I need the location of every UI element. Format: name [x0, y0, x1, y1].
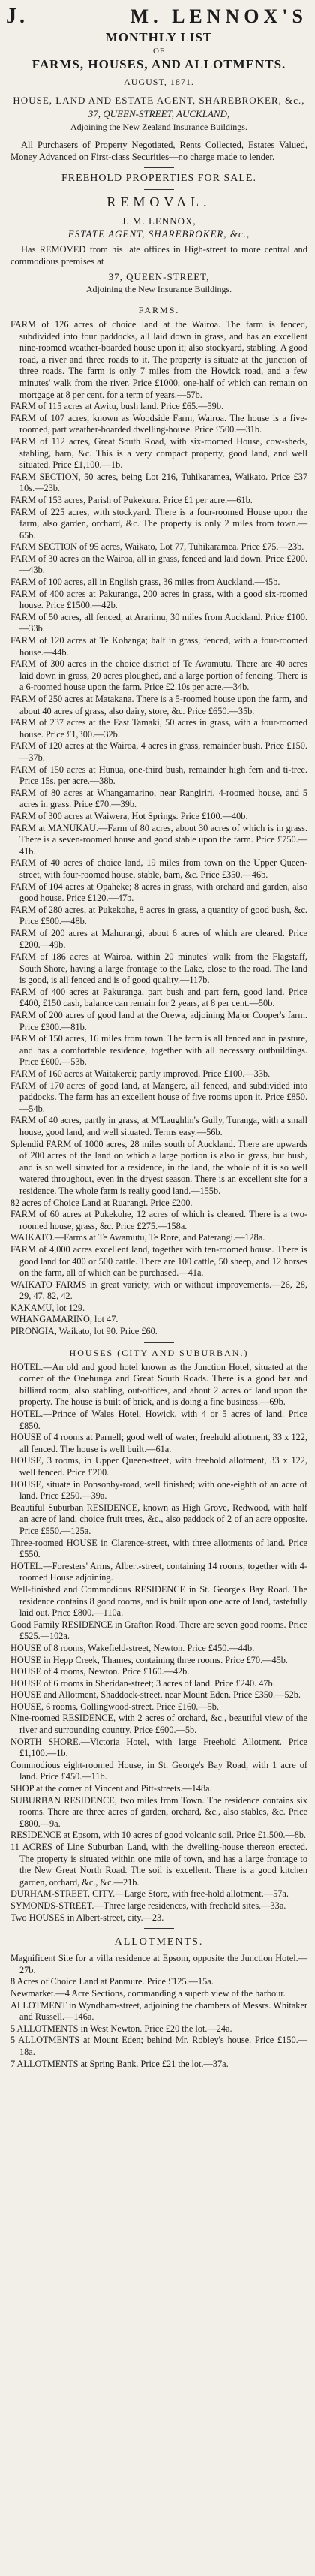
removal-role: ESTATE AGENT, SHAREBROKER, &c.,	[68, 228, 250, 240]
house-listing: SUBURBAN RESIDENCE, two miles from Town. The residence contains six rooms. There are three acres of garden, orchard, &c., also stables, &c. Price £800.—9a.	[10, 1794, 308, 1829]
house-listing: HOTEL.—Foresters' Arms, Albert-street, containing 14 rooms, together with 4-roomed House adjoining.	[10, 1560, 308, 1583]
farm-listing: FARM of 4,000 acres excellent land, together with ten-roomed house. There is good land for 400 or 500 cattle. There are 100 cattle, 50 sheep, and 12 horses on the farm, all of which can be purchased.—41a.	[10, 1243, 308, 1279]
allotments-list	[10, 1953, 308, 2070]
house-listing: Well-finished and Commodious RESIDENCE in St. George's Bay Road. The residence contains 8 good rooms, and is built upon one acre of land, tastefully laid out. Price £800.—110a.	[10, 1583, 308, 1619]
allotment-listing: 8 Acres of Choice Land at Panmure. Price £125.—15a.	[10, 1976, 214, 1987]
house-listing: Good Family RESIDENCE in Grafton Road. There are seven good rooms. Price £525.—102a.	[10, 1619, 308, 1642]
house-listing: HOTEL.—Prince of Wales Hotel, Howick, with 4 or 5 acres of land. Price £850.	[10, 1409, 308, 1431]
farm-listing: FARM of 120 acres at Te Kohanga; half in grass, fenced, with a four-roomed house.—44b.	[10, 635, 308, 658]
allotment-listing: 5 ALLOTMENTS in West Newton. Price £20 the lot.—24a.	[10, 2023, 232, 2034]
house-listing: HOUSE of 4 rooms, Newton. Price £160.—42b.	[10, 1666, 190, 1677]
house-listing: NORTH SHORE.—Victoria Hotel, with large Freehold Allotment. Price £1,100.—1b.	[10, 1736, 308, 1759]
list-of: OF	[152, 47, 166, 56]
removal-name: J. M. LENNOX,	[122, 215, 196, 227]
house-listing: HOUSE of 4 rooms at Parnell; good well of water, freehold allotment, 33 x 122, all fenced. The house is well built.—61a.	[10, 1432, 308, 1454]
farm-listing: FARM of 30 acres on the Wairoa, all in grass, fenced and laid down. Price £200.—43b.	[10, 553, 308, 576]
farm-listing: KAKAMU, lot 129.	[10, 1302, 86, 1313]
list-subtitle: MONTHLY LIST	[105, 30, 213, 44]
house-listing: HOUSE in Hepp Creek, Thames, containing three rooms. Price £70.—45b.	[10, 1654, 288, 1665]
houses-list	[10, 1362, 308, 1924]
allotments-title: ALLOTMENTS.	[114, 1936, 204, 1948]
farm-listing: WAIKATO.—Farms at Te Awamutu, Te Rore, and Paterangi.—128a.	[10, 1232, 266, 1243]
agency-line: HOUSE, LAND AND ESTATE AGENT, SHAREBROKER, &c.,	[13, 95, 305, 106]
farm-listing: FARM of 80 acres at Whangamarino, near Rangiriri, 4-roomed house, and 5 acres in grass. Price £70.—39b.	[10, 787, 308, 810]
list-title: FARMS, HOUSES, AND ALLOTMENTS.	[32, 57, 286, 71]
farm-listing: FARM of 237 acres at the East Tamaki, 50 acres in grass, with a four-roomed house. Price £1,300.—32b.	[10, 717, 308, 740]
house-listing: RESIDENCE at Epsom, with 10 acres of good volcanic soil. Price £1,500.—8b.	[10, 1830, 307, 1841]
house-listing: HOUSE of 6 rooms in Sheridan-street; 3 acres of land. Price £240. 47b.	[10, 1677, 275, 1689]
farms-title: FARMS.	[138, 305, 180, 315]
house-listing: HOUSE and Allotment, Shaddock-street, near Mount Eden. Price £350.—52b.	[10, 1689, 301, 1701]
removal-title: REMOVAL.	[106, 194, 212, 209]
farm-listing: FARM of 200 acres of good land at the Orewa, adjoining Major Cooper's farm. Price £300.—81b.	[10, 1010, 308, 1032]
house-listing: 11 ACRES of Line Suburban Land, with the dwelling-house thereon erected. The property is situated within one mile of town, and has a large frontage to the New Great North Road. The soil is excellent. There is a good kitchen garden, orchard, &c., &c.—21b.	[10, 1842, 308, 1888]
farm-listing: FARM of 280 acres, at Pukekohe, 8 acres in grass, a quantity of good bush, &c. Price £500.—48b.	[10, 904, 308, 927]
farm-listing: FARM of 115 acres at Awitu, bush land. Price £65.—59b.	[10, 401, 224, 412]
allotment-listing: Newmarket.—4 Acre Sections, commanding a superb view of the harbour.	[10, 1987, 286, 1999]
house-listing: HOUSE, 3 rooms, in Upper Queen-street, with freehold allotment, 33 x 122, well fenced. Price £200.	[10, 1455, 308, 1478]
farm-listing: FARM of 186 acres at Wairoa, within 20 minutes' walk from the Flagstaff, South Shore, having a large frontage to the Lake, close to the road. The land is good, is all fenced and is of good quality.—117b.	[10, 951, 308, 986]
farm-listing: Splendid FARM of 1000 acres, 28 miles south of Auckland. There are upwards of 200 acres of the land on which a large portion is also in grass, but bush, and is so well situated for a residence, in the land, the whole of it is so well watered throughout, even in the dryest season. There is an excellent site for a residence. The whole farm is really good land.—155b.	[10, 1138, 308, 1196]
house-listing: HOTEL.—An old and good hotel known as the Junction Hotel, situated at the corner of the Onehunga and Great South Roads. There is a good bar and billiard room, also stabling, out-offices, and about 2 acres of land upon the property. The house is built of brick, and is doing a fine business.—69b.	[10, 1361, 308, 1408]
masthead	[6, 5, 308, 29]
farm-listing: FARM of 160 acres at Waitakerei; partly improved. Price £100.—33b.	[10, 1068, 271, 1079]
farm-listing: FARM of 400 acres at Pakuranga, 200 acres in grass, with a good six-roomed house. Price £1500.—42b.	[10, 588, 308, 611]
removal-address-sub: Adjoining the New Insurance Buildings.	[86, 284, 232, 294]
farm-listing: FARM of 112 acres, Great South Road, with six-roomed House, cow-sheds, stabling, barn, &c. This is a very compact property, good land, and well situated. Price £1,100.—1b.	[10, 435, 308, 471]
farm-listing: FARM of 400 acres at Pakuranga, part bush and part fern, good land. Price £400, £150 cash, balance can remain for 2 years, at 8 per cent.—50b.	[10, 986, 308, 1009]
removal-text: Has REMOVED from his late offices in High-street to more central and commodious premises at	[10, 244, 308, 267]
farm-listing: FARM of 104 acres at Opaheke; 8 acres in grass, with orchard and garden, also good house. Price £120.—47b.	[10, 881, 308, 904]
allotment-listing: 7 ALLOTMENTS at Spring Bank. Price £21 the lot.—37a.	[10, 2058, 229, 2069]
divider	[144, 167, 174, 168]
farm-listing: FARM of 300 acres at Waiwera, Hot Springs. Price £100.—40b.	[10, 810, 248, 821]
address-line: 37, QUEEN-STREET, AUCKLAND,	[88, 108, 230, 119]
farm-listing: WHANGAMARINO, lot 47.	[10, 1314, 118, 1325]
farm-listing: FARM of 50 acres, all fenced, at Ararimu, 30 miles from Auckland. Price £100.—33b.	[10, 611, 308, 634]
farm-listing: FARM of 250 acres at Matakana. There is a 5-roomed house upon the farm, and about 40 acres of grass, also dairy, store, &c. Price £650.—35b.	[10, 694, 308, 716]
farm-listing: FARM of 100 acres, all in English grass, 36 miles from Auckland.—45b.	[10, 577, 280, 588]
house-listing: DURHAM-STREET, CITY.—Large Store, with free-hold allotment.—57a.	[10, 1888, 289, 1900]
farm-listing: FARM of 40 acres of choice land, 19 miles from town on the Upper Queen-street, with four-roomed house, stable, barn, &c. Price £350.—46b.	[10, 857, 308, 880]
house-listing: SHOP at the corner of Vincent and Pitt-streets.—148a.	[10, 1783, 212, 1794]
house-listing: Two HOUSES in Albert-street, city.—23.	[10, 1912, 164, 1923]
farm-listing: FARM of 153 acres, Parish of Pukekura. Price £1 per acre.—61b.	[10, 494, 253, 505]
farm-listing: FARM of 150 acres at Hunua, one-third bush, remainder high fern and ti-tree. Price 15s. per acre.—38b.	[10, 764, 308, 787]
farm-listing: FARM of 107 acres, known as Woodside Farm, Wairoa. The house is a five-roomed, part weather-boarded dwelling-house. Price £500.—31b.	[10, 412, 308, 435]
divider	[144, 1928, 174, 1929]
house-listing: SYMONDS-STREET.—Three large residences, with freehold sites.—33a.	[10, 1900, 286, 1911]
divider	[144, 1342, 174, 1343]
address-sub: Adjoining the New Zealand Insurance Buildings.	[70, 122, 248, 132]
allotment-listing: Magnificent Site for a villa residence at Epsom, opposite the Junction Hotel.—27b.	[10, 1953, 308, 1975]
services-notice: All Purchasers of Property Negotiated, Rents Collected, Estates Valued, Money Advanced on First-class Securities—no charge made to lender.	[10, 140, 308, 162]
house-listing: HOUSE, 6 rooms, Collingwood-street. Price £160.—5b.	[10, 1701, 220, 1712]
freehold-title: FREEHOLD PROPERTIES FOR SALE.	[62, 173, 256, 184]
house-listing: Nine-roomed RESIDENCE, with 2 acres of orchard, &c., beautiful view of the river and surrounding country. Price £600.—5b.	[10, 1713, 308, 1736]
farm-listing: FARM of 150 acres, 16 miles from town. The farm is all fenced and in pasture, and has a comfortable residence, together with all necessary outbuildings. Price £600.—53b.	[10, 1033, 308, 1068]
farm-listing: FARM SECTION, 50 acres, being Lot 216, Tuhikaramea, Waikato. Price £37 10s.—23b.	[10, 471, 308, 494]
house-listing: Beautiful Suburban RESIDENCE, known as High Grove, Redwood, with half an acre of land, choice fruit trees, &c., also paddock of 2 of an acre opposite. Price £550.—125a.	[10, 1502, 308, 1536]
houses-title: HOUSES (CITY AND SUBURBAN.)	[69, 1347, 249, 1358]
farm-listing: FARM SECTION of 95 acres, Waikato, Lot 77, Tuhikaramea. Price £75.—23b.	[10, 541, 304, 553]
farm-listing: FARM of 170 acres of good land, at Mangere, all fenced, and subdivided into paddocks. The farm has an excellent house of five rooms upon it. Price £850.—54b.	[10, 1080, 308, 1114]
allotment-listing: ALLOTMENT in Wyndham-street, adjoining the chambers of Messrs. Whitaker and Russell.—146a.	[10, 1999, 308, 2023]
divider	[144, 189, 174, 190]
removal-address: 37, QUEEN-STREET,	[108, 271, 210, 282]
farm-listing: PIRONGIA, Waikato, lot 90. Price £60.	[10, 1326, 158, 1337]
house-listing: HOUSE of 8 rooms, Wakefield-street, Newton. Price £450.—44b.	[10, 1642, 255, 1653]
house-listing: HOUSE, situate in Ponsonby-road, well finished; with one-eighth of an acre of land. Price £250.—39a.	[10, 1478, 308, 1502]
farm-listing: FARM of 300 acres in the choice district of Te Awamutu. There are 40 acres laid down in grass, 20 acres ploughed, and a large portion of fencing. There is a 6-roomed house upon the farm. Price £2.10s per acre.—34b.	[10, 658, 308, 693]
masthead-initial: J.	[6, 5, 28, 28]
farm-listing: FARM of 126 acres of choice land at the Wairoa. The farm is fenced, subdivided into four paddocks, all laid down in grass, and has an excellent nine-roomed weather-boarded house upon it; also stockyard, stabling. A good road, a river and three roads to it. The property is situate at the junction of three roads. The farm is only 7 miles from the Howick road, and a few minutes' walk from the river. Price £1000, one-half of which can remain on mortgage at 8 per cent. for a term of years.—57b.	[10, 319, 308, 400]
farms-list	[10, 319, 308, 1338]
farm-listing: FARM of 120 acres at the Wairoa, 4 acres in grass, remainder bush. Price £150.—37b.	[10, 740, 308, 763]
farm-listing: FARM of 225 acres, with stockyard. There is a four-roomed House upon the farm, also garden, orchard, &c. The property is only 2 miles from town.—65b.	[10, 506, 308, 541]
masthead-name: M. LENNOX'S	[130, 5, 308, 27]
allotment-listing: 5 ALLOTMENTS at Mount Eden; behind Mr. Robley's house. Price £150.—18a.	[10, 2035, 308, 2057]
house-listing: Commodious eight-roomed House, in St. George's Bay Road, with 1 acre of land. Price £450.—11b.	[10, 1759, 308, 1782]
farm-listing: 82 acres of Choice Land at Ruarangi. Price £200.	[10, 1197, 193, 1208]
farm-listing: FARM at MANUKAU.—Farm of 80 acres, about 30 acres of which is in grass. There is a seven-roomed house and good stable upon the farm. Price £750.—41b.	[10, 822, 308, 857]
farm-listing: FARM of 40 acres, partly in grass, at M'Laughlin's Gully, Turanga, with a small house, good land, and well situated. Terms easy.—56b.	[10, 1115, 308, 1137]
list-date: AUGUST, 1871.	[124, 77, 194, 87]
house-listing: Three-roomed HOUSE in Clarence-street, with three allotments of land. Price £550.	[10, 1537, 308, 1560]
farm-listing: FARM of 60 acres at Pukekohe, 12 acres of which is cleared. There is a two-roomed house, grass, &c. Price £275.—158a.	[10, 1209, 308, 1231]
farm-listing: WAIKATO FARMS in great variety, with or without improvements.—26, 28, 29, 47, 82, 42.	[10, 1279, 308, 1302]
farm-listing: FARM of 200 acres at Mahurangi, about 6 acres of which are cleared. Price £200.—49b.	[10, 927, 308, 951]
